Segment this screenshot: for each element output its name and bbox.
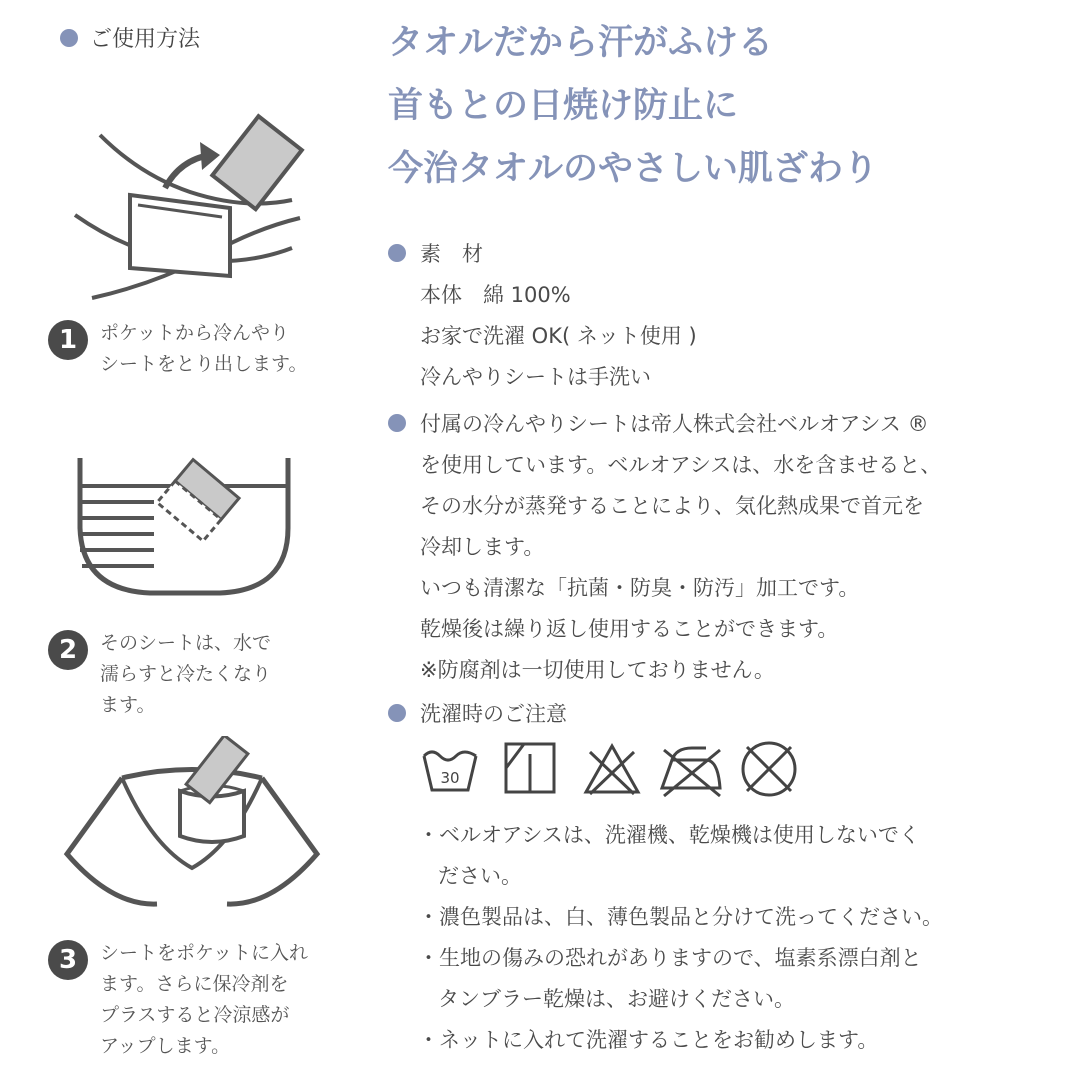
bullet-dot bbox=[388, 414, 406, 432]
bellasis-line: 乾燥後は繰り返し使用することができます。 bbox=[420, 617, 839, 641]
wash-temperature: 30 bbox=[440, 769, 460, 787]
note-line: ださい。 bbox=[438, 864, 522, 888]
material-section bbox=[388, 234, 1058, 398]
bellasis-line: いつも清潔な「抗菌・防臭・防汚」加工です。 bbox=[420, 576, 860, 600]
bellasis-line: を使用しています。ベルオアシスは、水を含ませると、 bbox=[420, 453, 942, 477]
illustration-take-out-sheet bbox=[70, 100, 320, 310]
step-number-badge: 1 bbox=[48, 320, 88, 360]
illustration-insert-sheet bbox=[62, 736, 322, 908]
no-dryclean-icon bbox=[738, 738, 800, 800]
washing-heading bbox=[388, 694, 1058, 735]
usage-heading-text: ご使用方法 bbox=[90, 27, 201, 52]
step-text-line: ポケットから冷んやり bbox=[100, 322, 290, 344]
bullet-dot bbox=[60, 29, 78, 47]
bellasis-line: ※防腐剤は一切使用しておりません。 bbox=[420, 658, 775, 682]
step-text-line: アップします。 bbox=[100, 1035, 231, 1057]
step-text-line: そのシートは、水で bbox=[100, 632, 272, 654]
wash-30-icon bbox=[420, 738, 480, 798]
material-heading-text: 素 材 bbox=[420, 242, 483, 266]
bellasis-line: その水分が蒸発することにより、気化熱成果で首元を bbox=[420, 494, 924, 518]
washing-notes bbox=[418, 815, 1058, 1061]
bellasis-section bbox=[388, 404, 1058, 691]
no-iron-icon bbox=[656, 738, 726, 798]
headline-line: タオルだから汗がふける bbox=[388, 22, 774, 63]
line-dry-shade-icon bbox=[500, 738, 560, 798]
step-text-line: プラスすると冷涼感が bbox=[100, 1004, 290, 1026]
step-1-text bbox=[100, 318, 350, 380]
bellasis-line: 冷却します。 bbox=[420, 535, 545, 559]
bullet-dot bbox=[388, 244, 406, 262]
bellasis-line bbox=[388, 404, 1058, 445]
step-text-line: 濡らすと冷たくなり bbox=[100, 663, 272, 685]
step-text-line: シートをとり出します。 bbox=[100, 353, 308, 375]
washing-heading-text: 洗濯時のご注意 bbox=[420, 702, 567, 726]
step-text-line: ます。さらに保冷剤を bbox=[100, 973, 289, 995]
step-text-line: シートをポケットに入れ bbox=[100, 942, 309, 964]
bullet-dot bbox=[388, 704, 406, 722]
step-text-line: ます。 bbox=[100, 694, 156, 716]
headline-line: 首もとの日焼け防止に bbox=[388, 85, 739, 126]
note-line: タンブラー乾燥は、お避けください。 bbox=[438, 987, 795, 1011]
note-line: ・生地の傷みの恐れがありますので、塩素系漂白剤と bbox=[418, 946, 922, 970]
step-number-badge: 2 bbox=[48, 630, 88, 670]
material-line: お家で洗濯 OK( ネット使用 ) bbox=[420, 324, 697, 348]
material-line: 冷んやりシートは手洗い bbox=[420, 365, 651, 389]
note-line: ・濃色製品は、白、薄色製品と分けて洗ってください。 bbox=[418, 905, 943, 929]
washing-section bbox=[388, 694, 1058, 735]
material-line: 本体 綿 100% bbox=[420, 283, 571, 307]
step-number-badge: 3 bbox=[48, 940, 88, 980]
illustration-wet-sheet bbox=[70, 448, 300, 598]
note-line: ・ネットに入れて洗濯することをお勧めします。 bbox=[418, 1028, 879, 1052]
no-bleach-icon bbox=[580, 738, 644, 798]
bellasis-line-text: 付属の冷んやりシートは帝人株式会社ベルオアシス ® bbox=[420, 412, 929, 436]
step-3-text bbox=[100, 938, 350, 1062]
note-line: ・ベルオアシスは、洗濯機、乾燥機は使用しないでく bbox=[418, 823, 920, 847]
material-heading bbox=[388, 234, 1058, 275]
step-2-text bbox=[100, 628, 350, 721]
headline-line: 今治タオルのやさしい肌ざわり bbox=[388, 148, 879, 189]
usage-heading bbox=[60, 22, 200, 53]
